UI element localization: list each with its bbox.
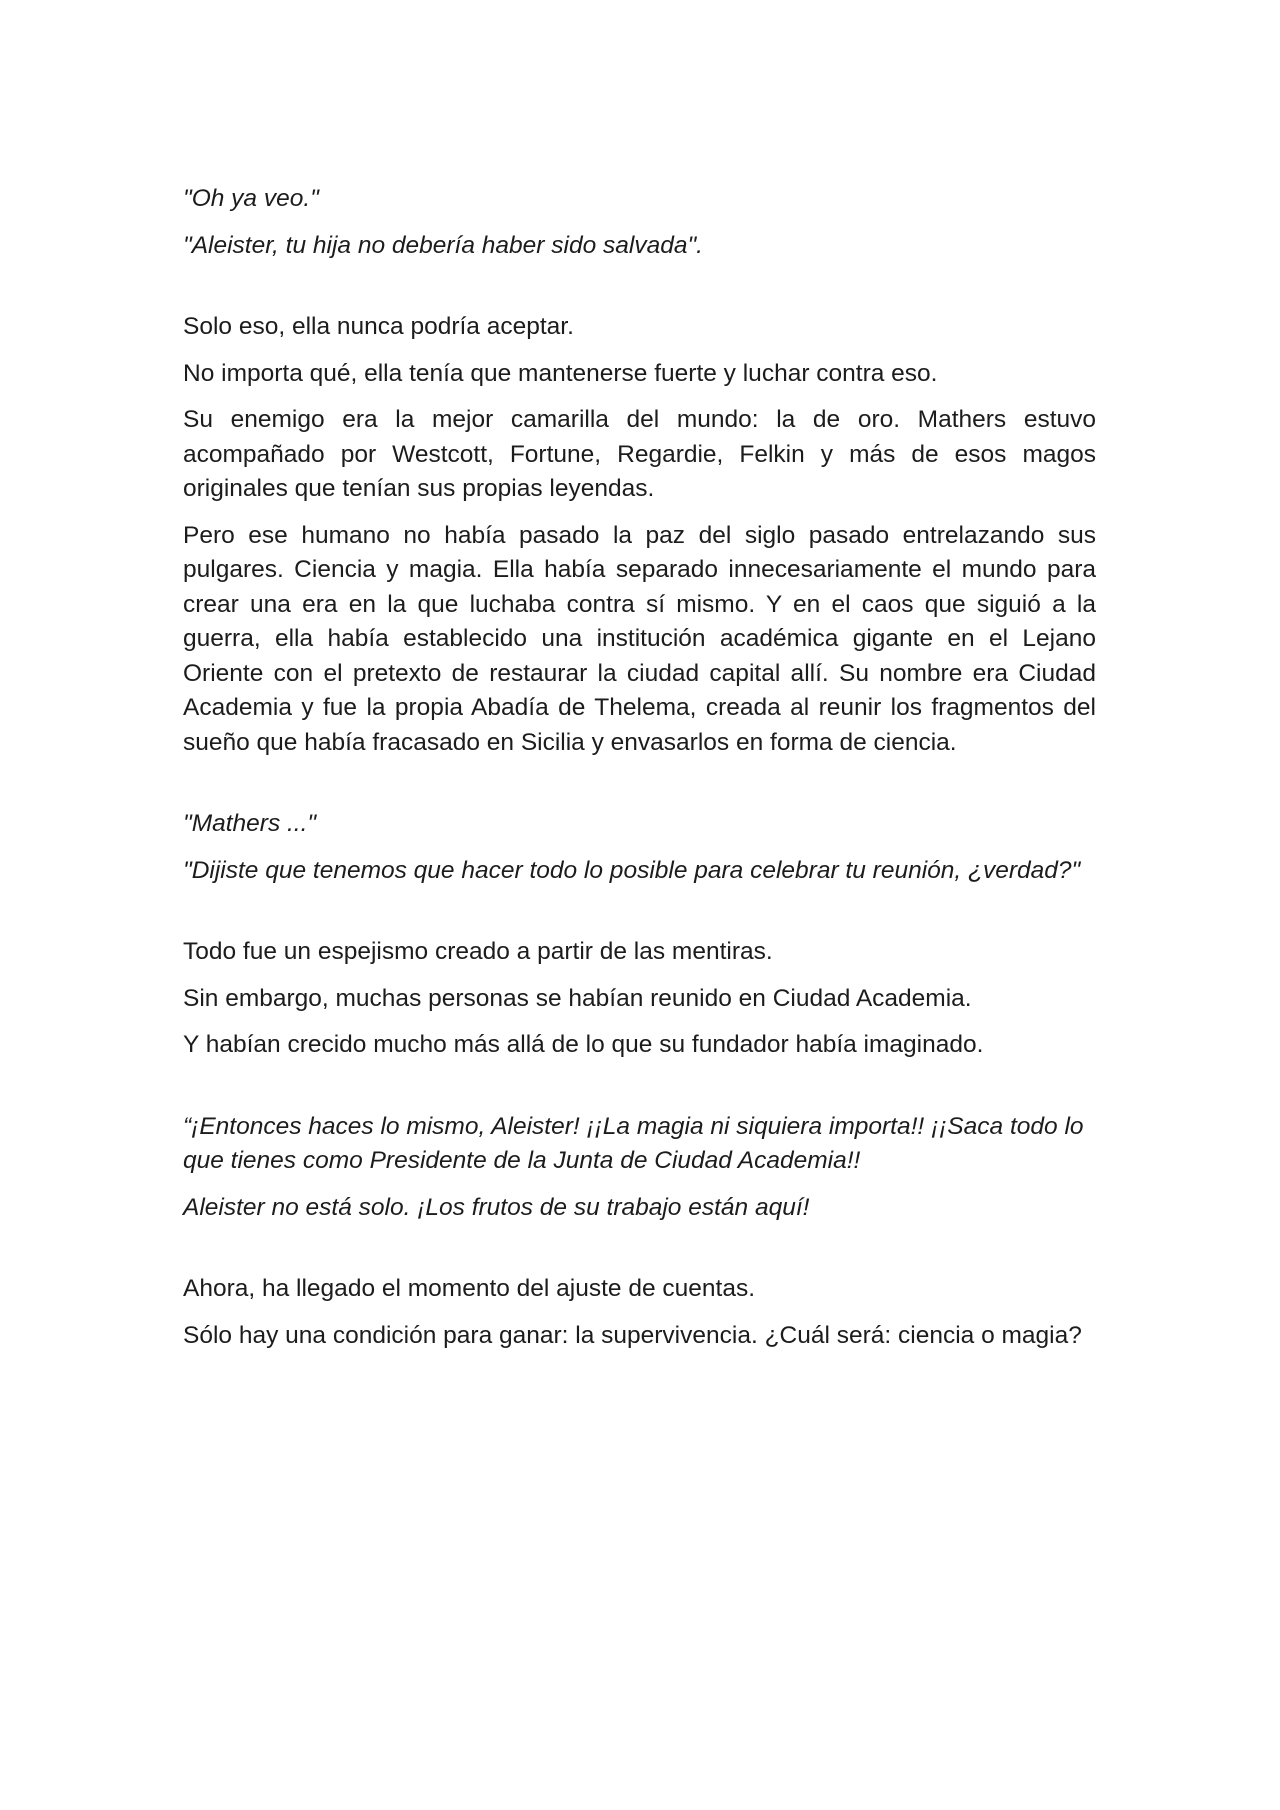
document-body bbox=[183, 182, 1096, 1365]
paragraph-gap bbox=[183, 1075, 1096, 1110]
narration-paragraph: Y habían crecido mucho más allá de lo que su fundador había imaginado. bbox=[183, 1031, 984, 1058]
dialogue-line: "Oh ya veo." bbox=[183, 185, 319, 212]
narration-paragraph: Todo fue un espejismo creado a partir de las mentiras. bbox=[183, 938, 773, 965]
narration-paragraph: Sin embargo, muchas personas se habían reunido en Ciudad Academia. bbox=[183, 984, 972, 1012]
dialogue-line: "Dijiste que tenemos que hacer todo lo posible para celebrar tu reunión, ¿verdad?" bbox=[183, 856, 1081, 884]
narration-paragraph: Su enemigo era la mejor camarilla del mundo: la de oro. Mathers estuvo acompañado por Westcott, Fortune, Regardie, Felkin y más de esos magos originales que tenían sus propias leyendas. bbox=[183, 406, 1096, 502]
narration-paragraph: Pero ese humano no había pasado la paz del siglo pasado entrelazando sus pulgares. Ciencia y magia. Ella había separado innecesariamente el mundo para crear una era en la que luchaba contra sí mismo. Y en el caos que siguió a la guerra, ella había establecido una institución académica gigante en el Lejano Oriente con el pretexto de restaurar la ciudad capital allí. Su nombre era Ciudad Academia y fue la propia Abadía de Thelema, creada al reunir los fragmentos del sueño que había fracasado en Sicilia y envasarlos en forma de ciencia. bbox=[183, 521, 1096, 756]
paragraph-gap bbox=[183, 900, 1096, 935]
narration-paragraph: Sólo hay una condición para ganar: la supervivencia. ¿Cuál será: ciencia o magia? bbox=[183, 1321, 1082, 1349]
narration-paragraph: Ahora, ha llegado el momento del ajuste de cuentas. bbox=[183, 1275, 756, 1302]
narration-paragraph: No importa qué, ella tenía que mantenerse fuerte y luchar contra eso. bbox=[183, 359, 938, 387]
dialogue-line: "Mathers ..." bbox=[183, 810, 317, 837]
dialogue-line: “¡Entonces haces lo mismo, Aleister! ¡¡La magia ni siquiera importa!! ¡¡Saca todo lo que tienes como Presidente de la Junta de Ciudad Academia!! bbox=[183, 1112, 1084, 1174]
paragraph-gap bbox=[183, 772, 1096, 807]
paragraph-gap bbox=[183, 1237, 1096, 1272]
dialogue-line: Aleister no está solo. ¡Los frutos de su trabajo están aquí! bbox=[183, 1193, 810, 1221]
narration-paragraph: Solo eso, ella nunca podría aceptar. bbox=[183, 313, 574, 340]
paragraph-gap bbox=[183, 275, 1096, 310]
dialogue-line: "Aleister, tu hija no debería haber sido salvada". bbox=[183, 231, 703, 259]
